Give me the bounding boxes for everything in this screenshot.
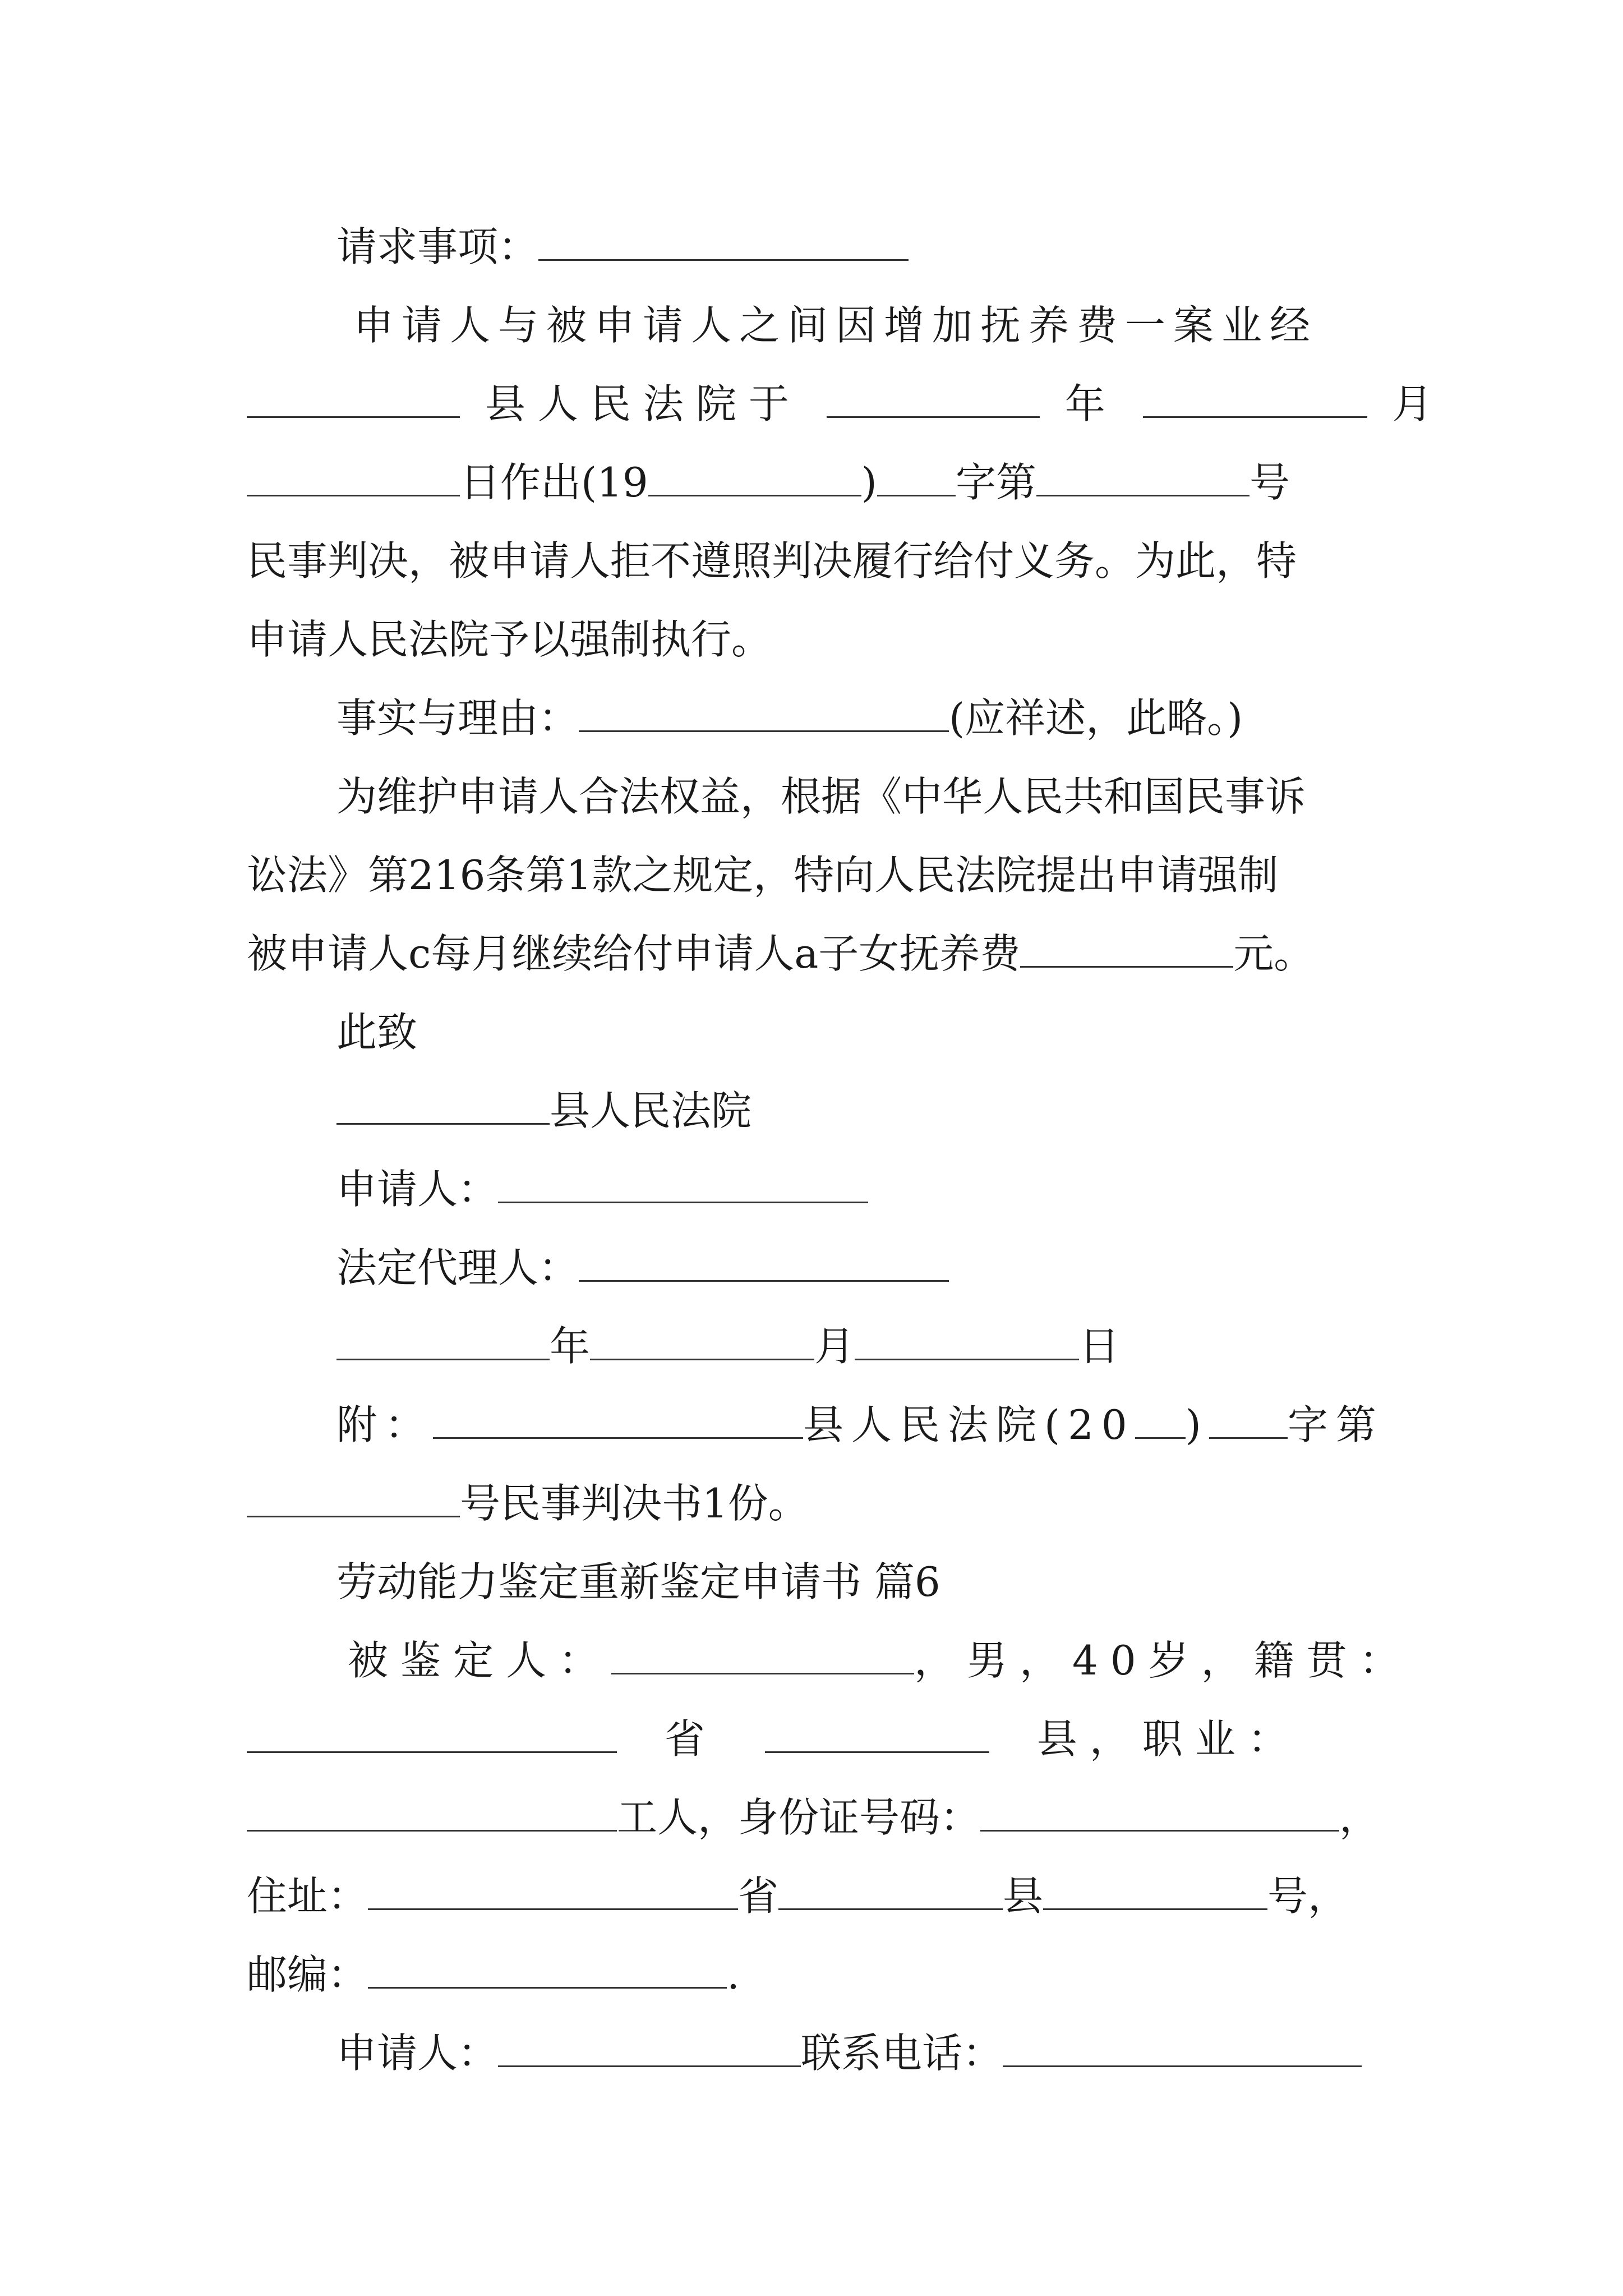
judgment-number-line	[247, 443, 1290, 522]
applicant-label: 申请人：	[336, 2030, 499, 2077]
year-blank	[827, 371, 1040, 418]
address-number-blank	[1043, 1864, 1267, 1910]
address-province-blank	[368, 1864, 738, 1910]
year-label: 年	[1064, 380, 1118, 427]
legal-agent-label: 法定代理人：	[336, 1244, 579, 1291]
month-blank	[590, 1314, 814, 1360]
attachment-line	[336, 1386, 1384, 1464]
id-blank	[980, 1785, 1339, 1832]
facts-blank	[579, 685, 949, 732]
appraised-person-line	[348, 1621, 1412, 1700]
attachment-char-blank	[1209, 1392, 1288, 1439]
origin-occupation-line	[247, 1700, 1301, 1778]
appraised-details: ，男，40岁，籍贯：	[914, 1637, 1412, 1684]
salutation-line	[336, 993, 417, 1071]
facts-reasons-line	[336, 679, 1243, 757]
appraised-blank	[611, 1628, 914, 1674]
period: .	[727, 1951, 740, 1998]
address-line	[247, 1857, 1348, 1935]
attachment-doc: 号民事判决书1份。	[460, 1480, 809, 1527]
paragraph-line	[353, 286, 1318, 365]
case-char-blank	[877, 450, 956, 496]
court-date-line	[247, 365, 1445, 443]
addressee-court: 县人民法院	[550, 1087, 752, 1134]
occupation-label: 县，职业：	[1036, 1715, 1301, 1763]
attachment-label: 附：	[336, 1401, 434, 1448]
attachment-number-blank	[247, 1471, 460, 1517]
paragraph-line	[336, 757, 1306, 836]
county-blank	[336, 1078, 550, 1125]
phone-label: 联系电话：	[801, 2030, 1003, 2077]
province-label: 省	[664, 1715, 717, 1763]
month-blank	[1143, 371, 1367, 418]
applicant-line	[336, 1150, 868, 1228]
number-label: 号，	[1267, 1872, 1349, 1920]
attachment-county-blank	[433, 1392, 803, 1439]
county-label: 县	[1003, 1872, 1044, 1920]
section-heading: 劳动能力鉴定重新鉴定申请书 篇6	[336, 1558, 940, 1605]
case-char-label: 字第	[955, 459, 1036, 506]
judgment-date-label: 日作出(19	[460, 459, 648, 506]
paragraph-text: 为维护申请人合法权益，根据《中华人民共和国民事诉	[336, 773, 1306, 820]
legal-agent-blank	[579, 1235, 949, 1282]
day-blank	[247, 450, 460, 496]
address-label: 住址：	[247, 1872, 368, 1920]
number-label: 号	[1249, 459, 1290, 506]
case-number-blank	[1036, 450, 1249, 496]
paragraph-line	[247, 522, 1297, 600]
postcode-line	[247, 1935, 740, 2014]
salutation: 此致	[336, 1009, 418, 1056]
request-items-label: 请求事项：	[336, 223, 539, 270]
county-blank	[765, 1706, 989, 1753]
comma: ，	[1339, 1794, 1380, 1841]
attachment-cont-line	[247, 1464, 809, 1543]
facts-label: 事实与理由：	[336, 694, 579, 742]
phone-blank	[1003, 2021, 1362, 2067]
attachment-char-label: 字第	[1287, 1401, 1384, 1448]
attachment-year-blank	[1135, 1392, 1186, 1439]
year-label: 年	[550, 1323, 591, 1370]
judgment-year-blank	[648, 450, 861, 496]
county-blank	[247, 371, 460, 418]
id-number-line	[247, 1778, 1380, 1857]
support-text: 被申请人c每月继续给付申请人a子女抚养费	[247, 930, 1021, 977]
court-label: 县人民法院于	[485, 380, 801, 427]
id-label: 工人，身份证号码：	[617, 1794, 981, 1841]
paragraph-text: 民事判决，被申请人拒不遵照判决履行给付义务。为此，特	[247, 537, 1297, 585]
postcode-blank	[368, 1942, 727, 1989]
paragraph-text: 申请人民法院予以强制执行。	[247, 616, 772, 663]
month-label: 月	[814, 1323, 855, 1370]
applicant-label: 申请人：	[336, 1166, 499, 1213]
signature-date-line	[336, 1307, 1119, 1386]
paren-close: )	[861, 459, 877, 506]
paren-close: )	[1185, 1401, 1209, 1448]
day-label: 日	[1079, 1323, 1120, 1370]
address-county-blank	[778, 1864, 1003, 1910]
paragraph-text: 讼法》第216条第1款之规定，特向人民法院提出申请强制	[247, 852, 1279, 899]
yuan-label: 元。	[1233, 930, 1315, 977]
legal-agent-line	[336, 1228, 949, 1307]
support-amount-line	[247, 914, 1314, 993]
facts-note: (应祥述，此略。)	[949, 694, 1243, 742]
paragraph-text: 申请人与被申请人之间因增加抚养费一案业经	[353, 302, 1318, 349]
province-blank	[247, 1706, 617, 1753]
request-items-line	[336, 208, 909, 286]
amount-blank	[1020, 921, 1233, 968]
appraised-label: 被鉴定人：	[348, 1637, 612, 1684]
province-label: 省	[738, 1872, 779, 1920]
month-label: 月	[1392, 380, 1445, 427]
paragraph-line	[247, 600, 772, 679]
request-items-blank	[538, 214, 909, 261]
addressee-line	[336, 1071, 751, 1150]
year-blank	[336, 1314, 550, 1360]
day-blank	[855, 1314, 1079, 1360]
paragraph-line	[247, 836, 1278, 914]
applicant-blank	[498, 2021, 801, 2067]
attachment-court: 县人民法院(20	[803, 1401, 1135, 1448]
applicant-blank	[498, 1157, 868, 1203]
occupation-blank	[247, 1785, 617, 1832]
section-heading-line	[336, 1543, 940, 1621]
applicant-phone-line	[336, 2014, 1362, 2092]
postcode-label: 邮编：	[247, 1951, 368, 1998]
